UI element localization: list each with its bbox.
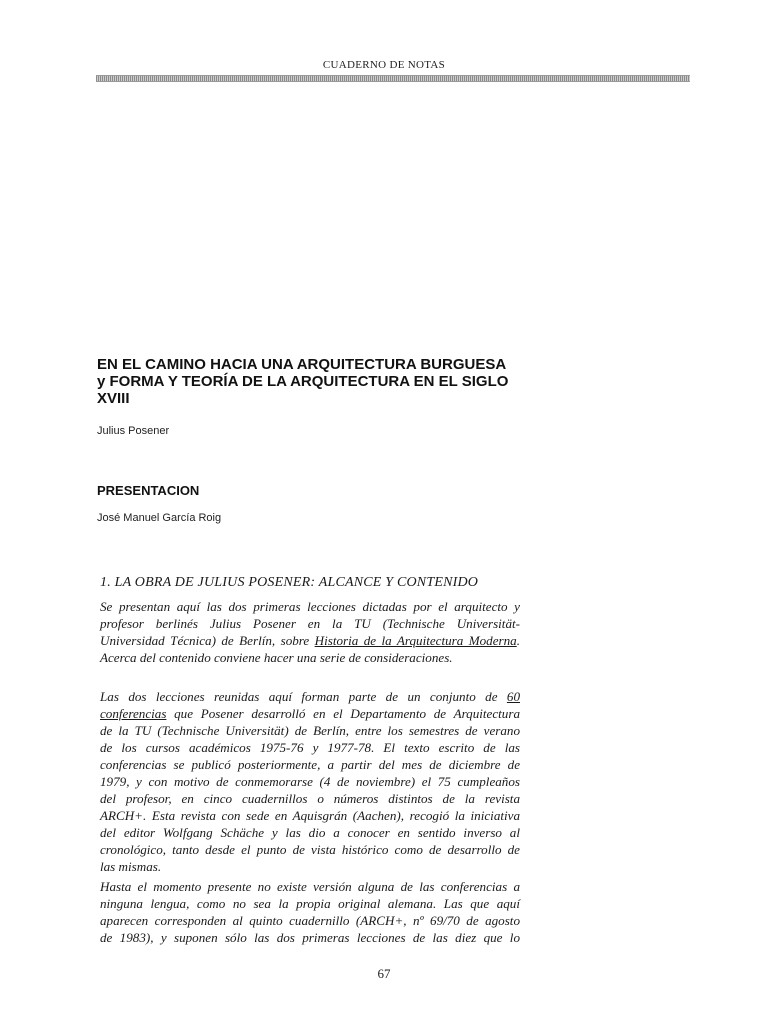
article-title-line: XVIII <box>97 390 130 407</box>
body-paragraph <box>100 878 520 946</box>
text-line: de la TU (Technische Universität) de Berlín, entre los semestres de verano <box>100 723 520 738</box>
text-line: ninguna lengua, como no sea la propia original alemana. Las que aquí <box>100 896 520 911</box>
article-title <box>97 356 537 407</box>
underlined-word: conferencias <box>100 706 167 721</box>
text-fragment: . <box>516 633 521 648</box>
text-fragment: Universidad Técnica) de Berlín, sobre <box>100 633 315 648</box>
header-rule <box>96 75 690 82</box>
text-fragment: que Posener desarrolló en el Departamento de Arquitectura <box>166 706 520 721</box>
text-line: del editor Wolfgang Schäche y las dio a conocer en sentido inverso al <box>100 825 520 840</box>
article-title-line: y FORMA Y TEORÍA DE LA ARQUITECTURA EN EL SIGLO <box>97 373 509 390</box>
text-line: cronológico, tanto desde el punto de vista histórico como de desarrollo de <box>100 842 520 857</box>
underlined-number: 60 <box>506 689 520 704</box>
text-line: Acerca del contenido conviene hacer una serie de consideraciones. <box>100 650 453 665</box>
text-line: las mismas. <box>100 859 162 874</box>
text-line <box>100 705 520 722</box>
underlined-title: Historia de la Arquitectura Moderna <box>314 633 517 648</box>
body-paragraph <box>100 598 520 666</box>
text-line: del profesor, en cinco cuadernillos o números distintos de la revista <box>100 791 520 806</box>
text-line: ARCH+. Esta revista con sede en Aquisgrán (Aachen), recogió la iniciativa <box>100 808 520 823</box>
text-line: Hasta el momento presente no existe versión alguna de las conferencias a <box>100 879 520 894</box>
text-line: Se presentan aquí las dos primeras lecciones dictadas por el arquitecto y <box>100 599 520 614</box>
presentation-author: José Manuel García Roig <box>97 512 222 524</box>
text-line <box>100 632 520 649</box>
text-line: de 1983), y suponen sólo las dos primeras lecciones de las diez que lo <box>100 930 520 945</box>
running-head: CUADERNO DE NOTAS <box>322 59 446 71</box>
article-title-line: EN EL CAMINO HACIA UNA ARQUITECTURA BURGUESA <box>97 356 507 373</box>
presentation-heading: PRESENTACION <box>97 483 200 498</box>
body-paragraph <box>100 688 520 875</box>
text-line: aparecen corresponden al quinto cuadernillo (ARCH+, nº 69/70 de agosto <box>100 913 520 928</box>
page-number: 67 <box>377 966 391 981</box>
text-line <box>100 688 520 705</box>
article-author: Julius Posener <box>97 425 170 437</box>
text-line: conferencias se publicó posteriormente, a partir del mes de diciembre de <box>100 757 520 772</box>
text-line: 1979, y con motivo de conmemorarse (4 de noviembre) el 75 cumpleaños <box>100 774 520 789</box>
section-heading: 1. LA OBRA DE JULIUS POSENER: ALCANCE Y CONTENIDO <box>100 575 479 590</box>
text-line: de los cursos académicos 1975-76 y 1977-78. El texto escrito de las <box>100 740 520 755</box>
text-fragment: Las dos lecciones reunidas aquí forman parte de un conjunto de <box>100 689 507 704</box>
text-line: profesor berlinés Julius Posener en la TU (Technische Universität- <box>100 616 520 631</box>
